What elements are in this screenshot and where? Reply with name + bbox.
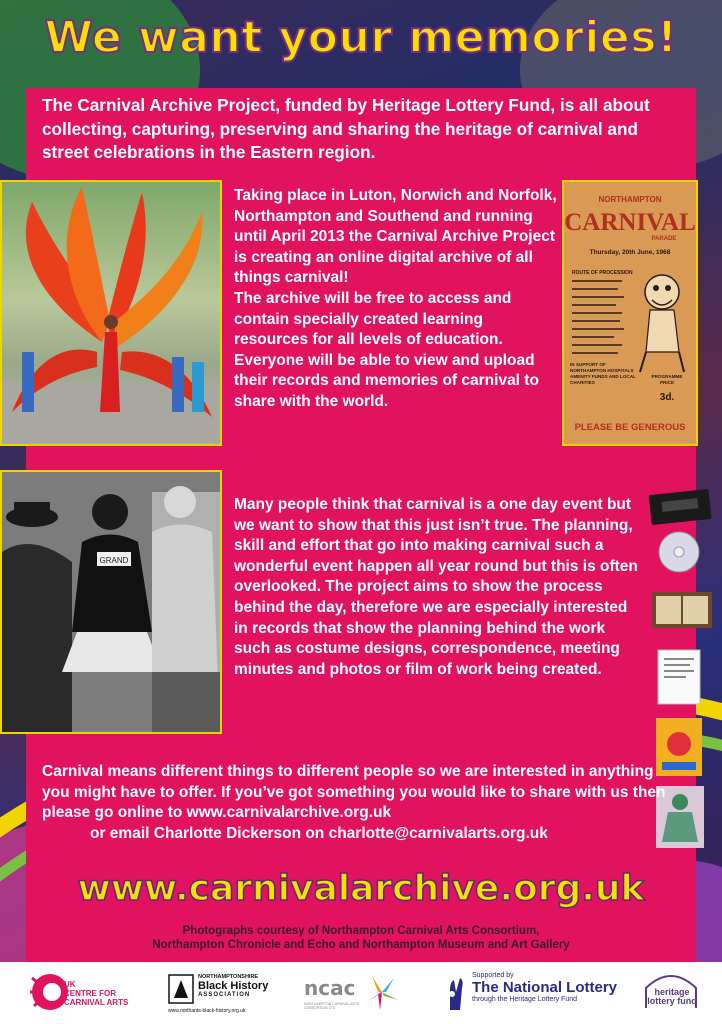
uk-cca-logo[interactable] [28,968,138,1018]
sponsor-logo-bar [0,962,722,1024]
photo-credits [0,924,722,952]
body-paragraph-1 [234,186,560,413]
lottery-top: Supported by [472,972,514,979]
ncac-main: ncac [304,976,356,1000]
ncac-logo[interactable] [300,968,410,1018]
cca-line-2: CENTRE FOR [64,989,116,998]
poster-parade: PARADE [651,236,677,242]
hlf-main: heritage lottery fund [647,987,697,1006]
body-paragraph-2: Many people think that carnival is a one day event but we want to show that this just isn’t true. The planning, skill and effort that go into making carnival such a wonderful event happen all year round but this is often overlooked. The project aims to show the process behind the day, therefore we are especially interested in records that show the planning behind the work such as costume designs, correspondence, meeting minutes and photos or film of work being created. [234,496,638,678]
bha-emblem-icon [168,974,194,1004]
poster-route: ROUTE OF PROCESSION [572,270,633,276]
intro-text: The Carnival Archive Project, funded by Heritage Lottery Fund, is all about collecting, capturing, preserving and sharing the heritage of carnival and street celebrations in the Eastern region. [42,95,650,162]
lottery-crossed-fingers-icon [440,976,470,1012]
contact-paragraph [42,762,682,844]
bw-photo-illustration [2,472,220,732]
carnival-costume-photo [0,180,222,446]
letter-document-icon [656,648,702,706]
lottery-sub: through the Heritage Lottery Fund [472,996,578,1003]
photo2-sign: GRAND [99,556,129,565]
poster-title: CARNIVAL [564,209,696,236]
ncac-sub: NORTHAMPTON CARNIVAL ARTS CONSORTIUM LTD [304,1002,360,1010]
contact-email-line[interactable]: or email Charlotte Dickerson on charlotte@carnivalarts.org.uk [90,824,548,842]
poster-date: Thursday, 20th June, 1968 [589,249,671,256]
poster-town: NORTHAMPTON [598,195,662,204]
poster-price: 3d. [659,392,675,403]
vhs-tape-icon [648,486,712,526]
cca-line-3: CARNIVAL ARTS [64,998,129,1007]
bha-web: www.northants-black-history.org.uk [168,1008,246,1014]
archive-bw-photo [0,470,222,734]
bha-sub: ASSOCIATION [198,992,251,998]
cca-line-1: UK [64,980,76,989]
credits-line-1: Photographs courtesy of Northampton Carnival Arts Consortium, [182,925,540,937]
national-lottery-logo[interactable] [440,968,630,1018]
page-title: We want your memories! [44,12,678,63]
old-book-icon [650,588,714,632]
body-text-1: Taking place in Luton, Norwich and Norfolk, Northampton and Southend and running until April 2013 the Carnival Archive Project is creating an online digital archive of all things carnival! [234,187,557,287]
cca-swirl-icon [28,968,68,1018]
bha-main: Black History [198,980,269,992]
poster-footer: PLEASE BE GENEROUS [574,422,686,433]
cd-disc-icon [654,530,704,574]
poster-support: IN SUPPORT OF NORTHAMPTON HOSPITALS AMENITY FUNDS AND LOCAL CHARITIES [570,362,636,385]
lottery-main: The National Lottery [472,979,618,996]
flame-costume-illustration [2,182,220,444]
hlf-logo[interactable] [640,968,702,1018]
vintage-carnival-poster [562,180,698,446]
ncac-star-icon [364,972,400,1012]
website-url[interactable]: www.carnivalarchive.org.uk [77,868,645,909]
poster-price-label: PROGRAMME PRICE [651,374,683,385]
poster-illustration [564,182,696,444]
body-text-2: The archive will be free to access and contain specially created learning resources for all levels of education. Everyone will be able to view and upload their records and memories of carnival to share with the world. [234,289,539,410]
bha-logo[interactable] [168,968,276,1018]
credits-line-2: Northampton Chronicle and Echo and Northampton Museum and Art Gallery [152,939,570,951]
contact-text: Carnival means different things to different people so we are interested in anything you might have to offer. If you’ve got something you would like to share with us then please go online to www.carnivalarchive.org.uk [42,763,666,822]
bha-top: NORTHAMPTONSHIRE [198,974,259,980]
